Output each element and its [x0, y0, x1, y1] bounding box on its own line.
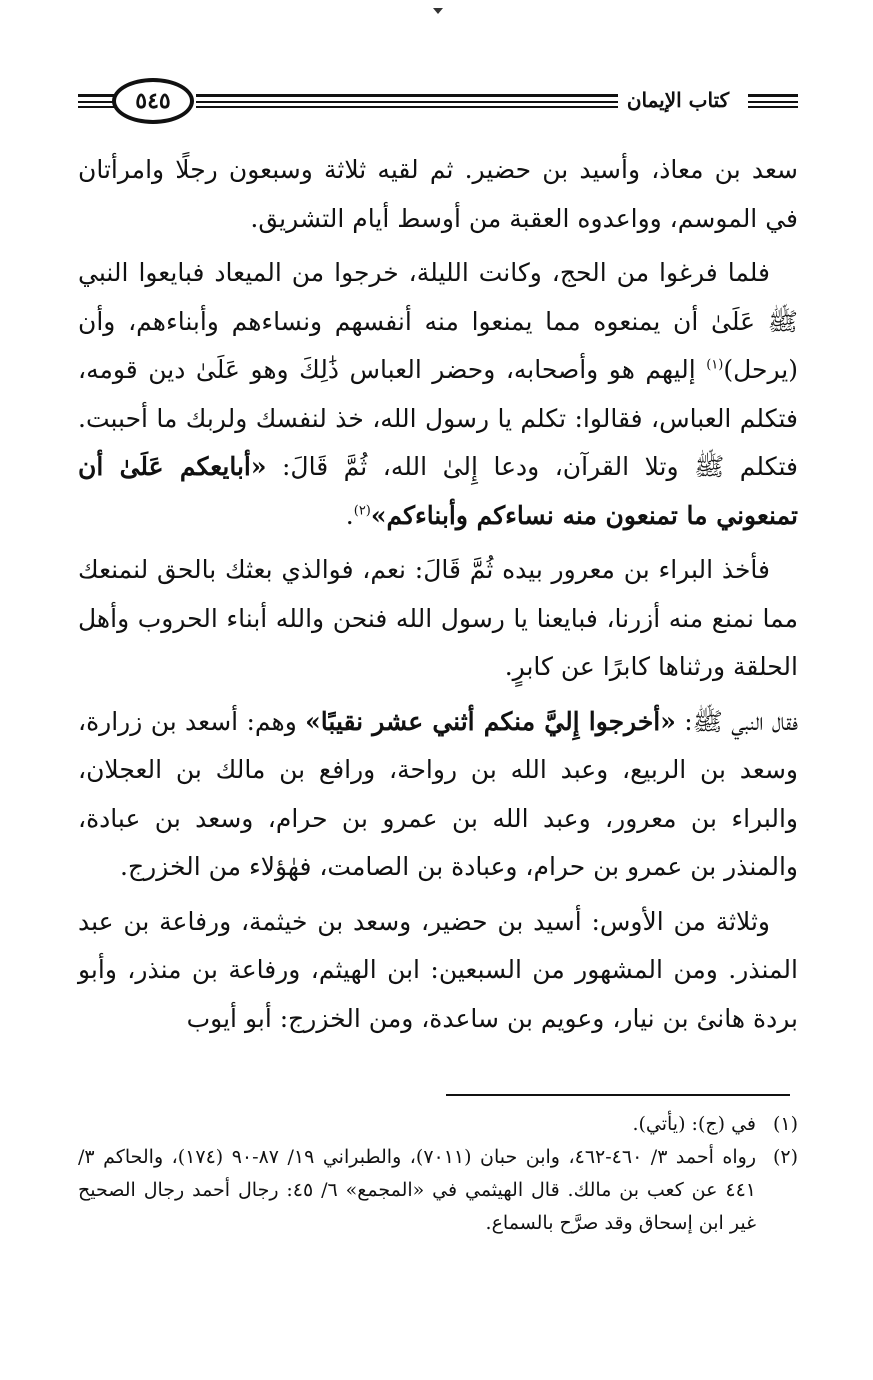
footnote-1-text: في (ج): (يأتي).: [632, 1113, 756, 1135]
paragraph-4: [78, 698, 798, 892]
footnotes: [78, 1108, 798, 1240]
footnote-2-number: (٢): [772, 1146, 798, 1168]
footnote-ref-2[interactable]: (٢): [353, 503, 371, 519]
top-margin-mark: [433, 8, 443, 14]
footnote-1-number: (١): [772, 1113, 798, 1135]
paragraph-2-end: .: [345, 500, 354, 530]
paragraph-4-text-b: وهم: أسعد بن زرارة، وسعد بن الربيع، وعبد الله بن رواحة، ورافع بن مالك بن العجلان، والبراء بن معرور، وعبد الله بن عمرو بن حرام، وسعد بن عبادة، والمنذر بن عمرو بن حرام، وعبادة بن الصامت، فهٰؤلاء من الخزرج.: [78, 706, 798, 881]
footnote-2-text: رواه أحمد ٣/ ٤٦٠-٤٦٢، وابن حبان (٧٠١١)، والطبراني ١٩/ ٨٧-٩٠ (١٧٤)، والحاكم ٣/ ٤٤١ عن كعب بن مالك. قال الهيثمي في «المجمع» ٦/ ٤٥: رجال أحمد رجال الصحيح غير ابن إسحاق وقد صرَّح بالسماع.: [78, 1146, 756, 1234]
header-rule-left: [78, 94, 114, 108]
main-text: [78, 146, 798, 1049]
footnote-1: [78, 1108, 798, 1141]
paragraph-3: [78, 546, 798, 692]
paragraph-1: [78, 146, 798, 243]
footnote-separator: [446, 1094, 790, 1096]
hadith-quote-1: «أبايعكم عَلَىٰ أن تمنعوني ما تمنعون منه نساءكم وأبناءكم»: [78, 452, 798, 530]
footnote-ref-1[interactable]: (١): [706, 357, 724, 373]
paragraph-5: [78, 898, 798, 1044]
paragraph-2-text-a: فلما فرغوا من الحج، وكانت الليلة، خرجوا من الميعاد فبايعوا النبي ﷺ عَلَىٰ أن يمنعوه مما يمنعوا منه أنفسهم ونساءهم وأبناءهم، وأن (يرحل): [78, 258, 798, 384]
paragraph-1-text: سعد بن معاذ، وأسيد بن حضير. ثم لقيه ثلاثة وسبعون رجلًا وامرأتان في الموسم، وواعدوه العقبة من أوسط أيام التشريق.: [78, 155, 798, 233]
header-rule-middle: [196, 94, 684, 108]
hadith-quote-2: «أخرجوا إِليَّ منكم أثني عشر نقيبًا»: [305, 706, 676, 736]
paragraph-4-text-a: فقال النبي ﷺ:: [675, 706, 798, 736]
paragraph-5-text: وثلاثة من الأوس: أسيد بن حضير، وسعد بن خيثمة، ورفاعة بن عبد المنذر. ومن المشهور من السبعين: ابن الهيثم، ورفاعة بن منذر، وأبو بردة هانئ بن نيار، وعويم بن ساعدة، ومن الخزرج: أبو أيوب: [78, 906, 798, 1033]
paragraph-2-text-b: إليهم هو وأصحابه، وحضر العباس ذَٰلِكَ وهو عَلَىٰ دين قومه، فتكلم العباس، فقالوا: تكلم يا رسول الله، خذ لنفسك ولربك ما أحببت. فتكلم ﷺ وتلا القرآن، ودعا إِلىٰ الله، ثُمَّ قَالَ:: [78, 355, 798, 481]
paragraph-2: [78, 249, 798, 540]
running-title: كتاب الإيمان: [618, 82, 738, 118]
header-rule-right: [748, 94, 798, 108]
footnote-2: [78, 1141, 798, 1240]
page-header: [78, 76, 798, 128]
paragraph-3-text: فأخذ البراء بن معرور بيده ثُمَّ قَالَ: نعم، فوالذي بعثك بالحق لنمنعك مما نمنع منه أزرنا، فبايعنا يا رسول الله فنحن والله أبناء الحروب وأهل الحلقة ورثناها كابرًا عن كابرٍ.: [78, 555, 798, 681]
page-number: ٥٤٥: [112, 78, 194, 124]
